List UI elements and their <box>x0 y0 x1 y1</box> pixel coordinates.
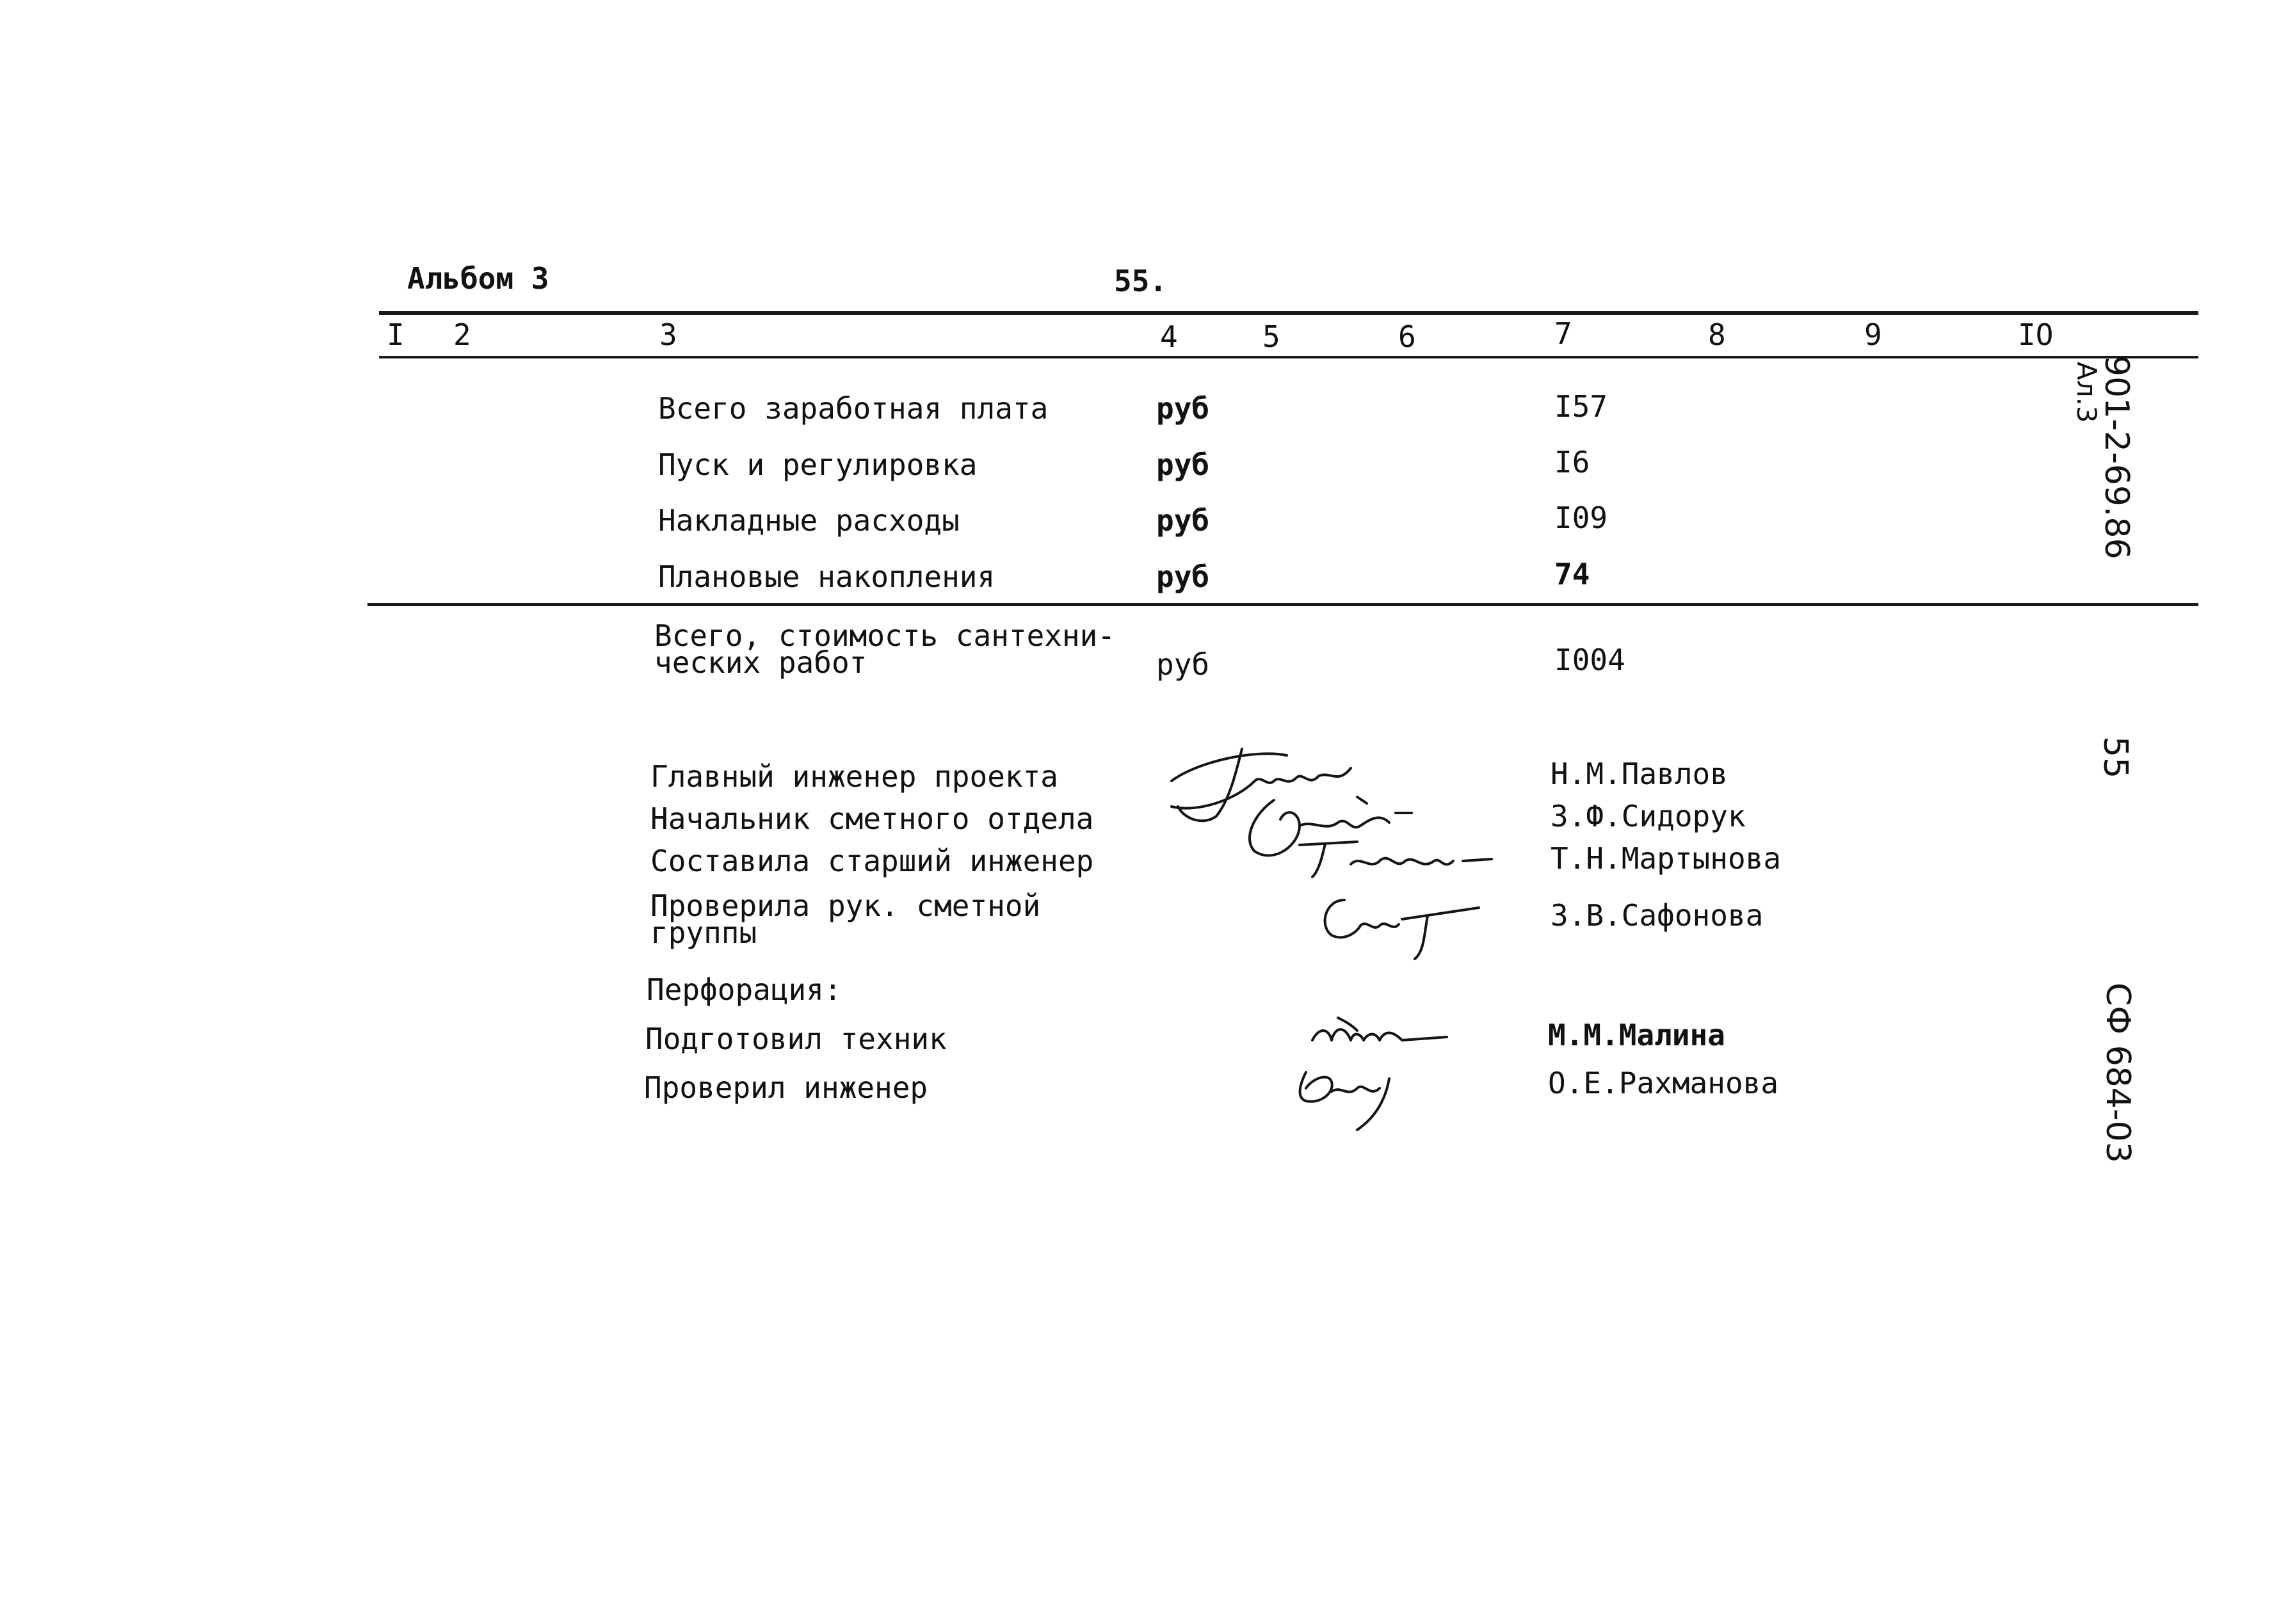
signatory-name: З.Ф.Сидорук <box>1551 799 1746 833</box>
column-header-9: 9 <box>1864 318 1882 352</box>
column-header-8: 8 <box>1708 318 1726 352</box>
column-header-10: IO <box>2018 318 2054 352</box>
column-header-3: 3 <box>659 318 677 352</box>
page-number: 55. <box>1114 264 1168 298</box>
total-label-line2: ческих работ <box>654 645 867 680</box>
album-code: Ал.3 <box>2071 362 2102 423</box>
perforation-role: Подготовил техник <box>645 1022 947 1056</box>
series-code: 901-2-69.86 <box>2097 355 2136 559</box>
total-value: I004 <box>1554 643 1625 677</box>
row-unit: руб <box>1156 503 1210 538</box>
signatory-name: З.В.Сафонова <box>1551 898 1764 933</box>
row-value: I09 <box>1554 501 1608 535</box>
signatory-name: Т.Н.Мартынова <box>1551 841 1782 876</box>
column-header-7: 7 <box>1554 316 1572 351</box>
perforation-name: М.М.Малина <box>1548 1018 1725 1052</box>
signature-rakhmanova <box>1287 1053 1428 1136</box>
row-name: Пуск и регулировка <box>658 447 978 482</box>
row-unit: руб <box>1156 391 1210 426</box>
column-header-5: 5 <box>1262 319 1280 354</box>
signatory-role-line2: группы <box>650 915 757 950</box>
column-header-2: 2 <box>453 318 471 352</box>
signatory-role: Начальник сметного отдела <box>650 801 1094 836</box>
row-value: I57 <box>1554 389 1608 424</box>
row-unit: руб <box>1156 559 1210 594</box>
album-label: Альбом 3 <box>407 261 549 296</box>
signature-martynova <box>1280 832 1498 883</box>
row-unit: руб <box>1156 447 1210 482</box>
total-separator-rule <box>367 603 2198 606</box>
catalog-code: СФ 684-03 <box>2099 983 2137 1163</box>
signature-safonova <box>1306 881 1498 964</box>
total-unit: руб <box>1156 647 1210 682</box>
column-header-4: 4 <box>1160 319 1178 354</box>
table-top-rule <box>379 311 2198 315</box>
table-header-rule <box>379 356 2198 358</box>
signatory-role: Главный инженер проекта <box>650 759 1058 794</box>
perforation-role: Проверил инженер <box>644 1070 928 1105</box>
signatory-role: Составила старший инженер <box>650 844 1094 878</box>
column-header-6: 6 <box>1398 319 1416 354</box>
perforation-name: О.Е.Рахманова <box>1548 1066 1779 1100</box>
column-header-1: I <box>387 318 405 352</box>
row-name: Накладные расходы <box>658 503 960 538</box>
row-value: 74 <box>1554 557 1590 591</box>
row-value: I6 <box>1554 445 1590 479</box>
signature-malina <box>1300 1005 1466 1056</box>
perforation-heading: Перфорация: <box>647 972 842 1007</box>
total-label-line1: Всего, стоимость сантехни- <box>654 618 1116 653</box>
page-mark: 55 <box>2096 736 2134 779</box>
row-name: Всего заработная плата <box>658 391 1049 426</box>
signatory-name: Н.М.Павлов <box>1551 757 1728 791</box>
signatory-role-line1: Проверила рук. сметной <box>650 888 1041 923</box>
row-name: Плановые накопления <box>658 559 995 594</box>
